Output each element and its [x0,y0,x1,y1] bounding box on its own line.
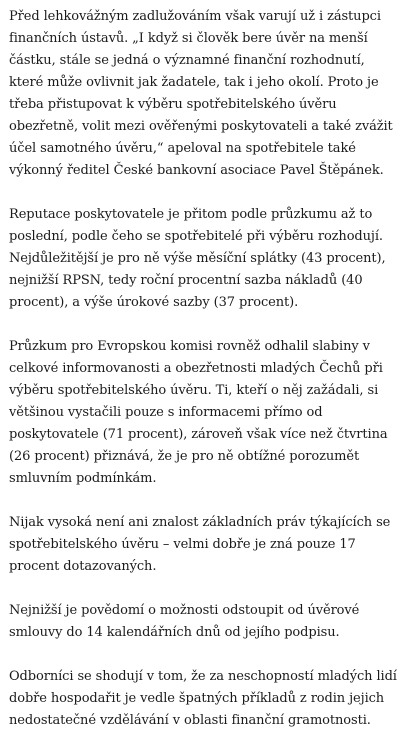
paragraph: Nejnižší je povědomí o možnosti odstoupit od úvěrové smlouvy do 14 kalendářních dnů od jejího podpisu. [9,603,360,640]
paragraph: Před lehkovážným zadlužováním však varují už i zástupci finančních ústavů. „I když si člověk bere úvěr na menší částku, stále se jedná o významné finanční rozhodnutí, které může ovlivnit jak žadatele, tak i jeho okolí. Proto je třeba přistupovat k výběru spotřebitelského úvěru obezřetně, volit mezi ověřenými poskytovateli a také zvážit účel samotného úvěru,“ apeloval na spotřebitele také výkonný ředitel České bankovní asociace Pavel Štěpánek. [9,9,393,178]
paragraph: Průzkum pro Evropskou komisi rovněž odhalil slabiny v celkové informovanosti a obezřetnosti mladých Čechů při výběru spotřebitelského úvěru. Ti, kteří o něj zažádali, si většinou vystačili pouze s informacemi přímo od poskytovatele (71 procent), zároveň však více než čtvrtina (26 procent) přiznává, že je pro ně obtížné porozumět smluvním podmínkám. [9,339,388,486]
paragraph: Nijak vysoká není ani znalost základních práv týkajících se spotřebitelského úvěru – velmi dobře je zná pouze 17 procent dotazovaných. [9,515,391,574]
article-body [9,6,401,732]
paragraph: Odborníci se shodují v tom, že za neschopností mladých lidí dobře hospodařit je vedle špatných příkladů z rodin jejich nedostatečné vzdělávání v oblasti finanční gramotnosti. [9,669,397,728]
paragraph: Reputace poskytovatele je přitom podle průzkumu až to poslední, podle čeho se spotřebitelé při výběru rozhodují. Nejdůležitější je pro ně výše měsíční splátky (43 procent), nejnižší RPSN, tedy roční procentní sazba nákladů (40 procent), a výše úrokové sazby (37 procent). [9,207,386,310]
